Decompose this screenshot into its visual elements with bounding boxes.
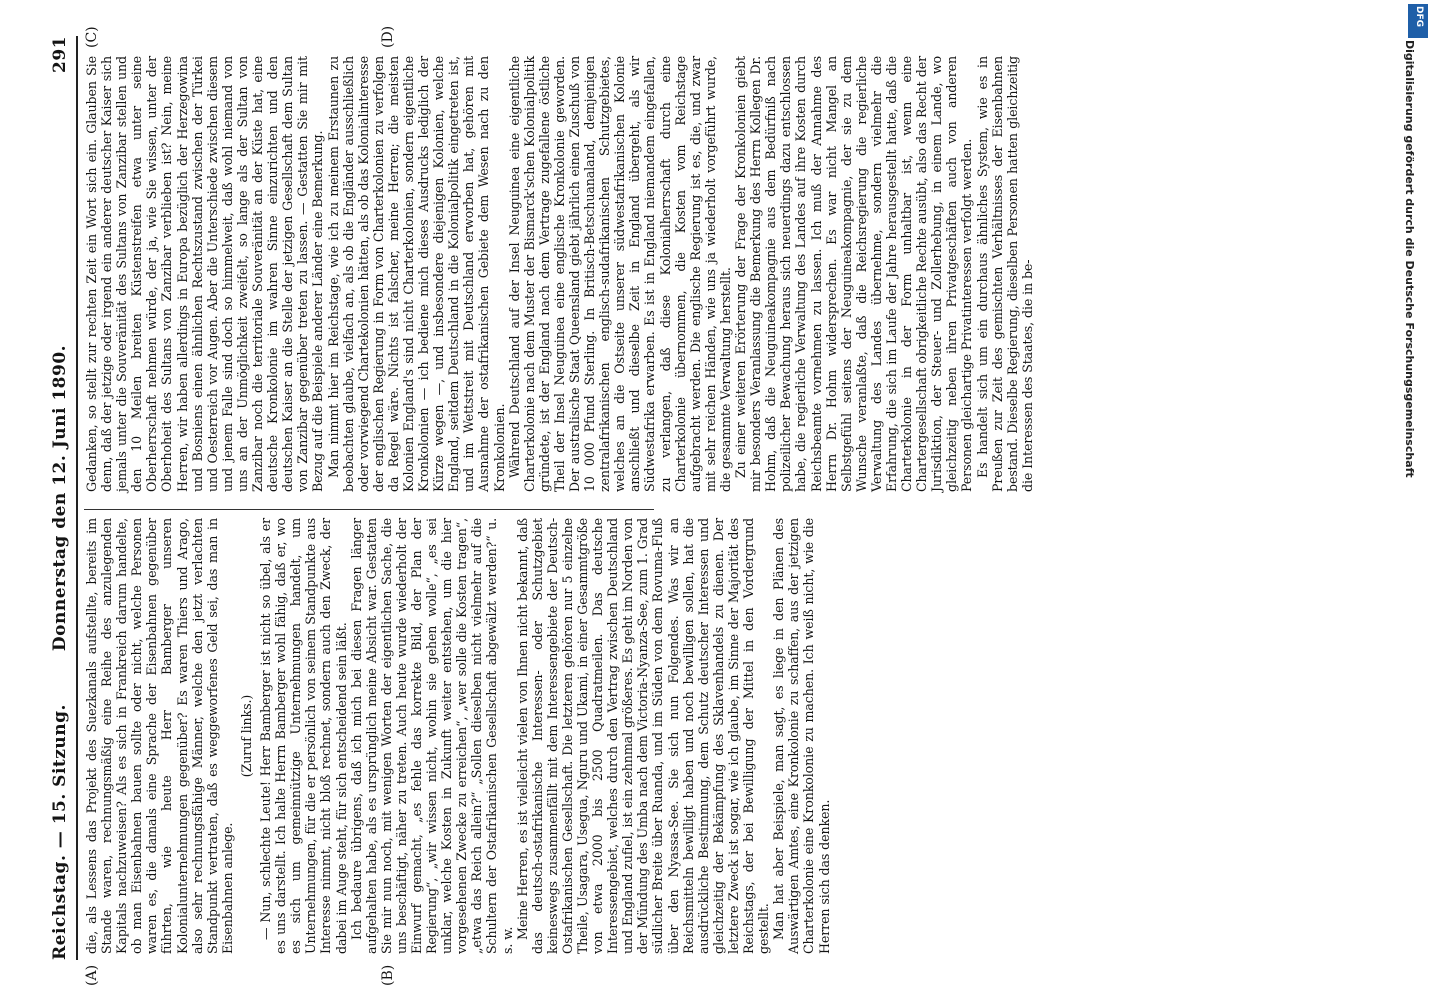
header-rule — [76, 36, 78, 960]
dfg-logo — [1408, 4, 1428, 38]
paragraph: Man hat aber Beispiele, man sagt, es liege in den Plänen des Auswärtigen Amtes, eine Kronkolonie zu schaffen, aus der jetzigen Charterkolonie eine Kronkolonie zu machen. Ich weiß nicht, wie die Herren sich das denken. — [771, 518, 832, 954]
paragraph: Meine Herren, es ist vielleicht vielen von Ihnen nicht bekannt, daß das deutsch-ostafrikanische Interessen- oder Schutzgebiet keineswegs zusammenfällt mit dem Interessengebiete der Deutsch-Ostafrikanischen Gesellschaft. Die letzteren gehören nur 5 einzelne Theile, Usagara, Usegua, Nguru und Ukami, in einer Gesammtgröße von etwa 2000 bis 2500 Quadratmeilen. Das deutsche Interessengebiet, welches durch den Vertrag zwischen Deutschland und England zufiel, ist ein zehnmal größeres. Es geht im Norden von der Mündung des Umba nach dem Victoria-Nyanza-See, zum 1. Grad südlicher Breite über Ruanda, und im Süden von dem Rovuma-Fluß über den Nyassa-See. Sie sich nun Folgendes. Was wir an Reichsmitteln bewilligt haben und noch bewilligen sollen, hat die ausdrückliche Bestimmung, dem Schutz deutscher Interessen und gleichzeitig der Bekämpfung des Sklavenhandels zu dienen. Der letztere Zweck ist sogar, wie ich glaube, im Sinne der Majorität des Reichstags, der bei Bewilligung der Mittel in den Vordergrund gestellt. — [514, 518, 772, 954]
column-divider — [84, 509, 654, 510]
margin-marker-a: (A) — [84, 964, 100, 986]
interjection: (Zuruf links.) — [238, 694, 254, 778]
left-text-column — [84, 518, 832, 954]
paragraph: — Nun, schlechte Leute! Herr Bamberger ist nicht so übel, als er es uns darstellt. Ich halte Herrn Bamberger wohl fähig, daß er, wo es sich um gemeinnützige Unternehmungen handelt, um Unternehmungen, für die er persönlich von seinem Standpunkte aus Interesse nimmt, nicht bloß rechnet, sondern auch den Zweck, der dabei im Auge steht, für sich entscheidend sein läßt. — [258, 518, 349, 954]
paragraph: die, als Lessens das Projekt des Suezkanals aufstellte, bereits im Stande waren, rechnungsmäßig eine Reihe des anzulegenden Kapitals nachzuweisen? Als es sich in Frankreich darum handelte, ob man Eisenbahnen bauen sollte oder nicht, welche Personen waren es, die damals eine Sprache der Eisenbahnen gegenüber führten, wie heute Herr Bamberger unseren Kolonialunternehmungen gegenüber? Es waren Thiers und Arago, also sehr rechnungsfähige Männer, welche den jetzt verlachten Standpunkt vertraten, daß es weggeworfenes Geld sei, das man in Eisenbahnen anlege. — [84, 518, 235, 954]
margin-marker-b: (B) — [380, 964, 396, 986]
paragraph: Gedanken, so stellt zur rechten Zeit ein Wort sich ein. Glauben Sie denn, daß der jetzige oder irgend ein anderer deutscher Kaiser sich jemals unter die Souveränität des Sultans von Zanzibar stellen und den 10 Meilen breiten Küstenstreifen etwa unter seine Oberherrschaft nehmen würde, der ja, wie Sie wissen, unter der Oberhoheit des Sultans von Zanzibar verblieben ist? Nein, meine Herren, wir haben allerdings in Europa bezüglich der Herzegowina und Bosniens einen ähnlichen Rechtszustand zwischen der Türkei und Oesterreich vor Augen. Aber die Unterschiede zwischen diesem und jenem Falle sind doch so himmelweit, daß wohl niemand von uns an der Unmöglichkeit zweifelt, so lange als der Sultan von Zanzibar noch die territoriale Souveränität an der Küste hat, eine deutsche Kronkolonie im wahren Sinne einzurichten und den deutschen Kaiser an die Stelle der jetzigen Gesellschaft dem Sultan von Zanzibar gegenüber treten zu lassen. — Gestatten Sie mir mit Bezug auf die Beispiele anderer Länder eine Bemerkung. — [84, 56, 326, 492]
right-text-column — [84, 56, 1035, 492]
paragraph: Man nimmt hier im Reichstage, wie ich zu meinem Erstaunen zu beobachten glaube, vielfach an, als ob die Engländer ausschließlich oder vorwiegend Chartekolonien hätten, als ob das Kolonialinteresse der englischen Regierung in Form von Charterkolonien zu verfolgen da Regel wäre. Nichts ist falscher, meine Herren; die meisten Kolonien England's sind nicht Charterkolonien, sondern eigentliche Kronkolonien — ich bediene mich dieses Ausdrucks lediglich der Kürze wegen —, und insbesondere diejenigen Kolonien, welche England, seitdem Deutschland in die Kolonialpolitik eingetreten ist, und im Wettstreit mit Deutschland erworben hat, gehören mit Ausnahme der ostafrikanischen Gebiete dem Wesen nach zu den Kronkolonien. — [325, 56, 507, 492]
page-number: 291 — [50, 36, 70, 73]
credit-text: Digitalisierung gefördert durch die Deutsche Forschungsgemeinschaft — [1403, 40, 1416, 478]
margin-marker-c: (C) — [84, 26, 100, 48]
margin-marker-d: (D) — [380, 25, 396, 48]
header-date: Donnerstag den 12. Juni 1890. — [50, 344, 70, 652]
paragraph: Es handelt sich um ein durchaus ähnliches System, wie es in Preußen zur Zeit des gemischten Verhältnisses der Eisenbahnen bestand. Dieselbe Regierung, dieselben Personen hatten gleichzeitig die Interessen des Staates, die in be- — [974, 56, 1035, 492]
page-header — [50, 36, 76, 960]
paragraph: Ich bedaure übrigens, daß ich mich bei diesen Fragen länger aufgehalten habe, als es ursprünglich meine Absicht war. Gestatten Sie mir nun noch, mit wenigen Worten der eigentlichen Sache, die uns beschäftigt, näher zu treten. Auch heute wurde wiederholt der Einwurf gemacht, „es fehle das korrekte Bild, der Plan der Regierung“, „wir wissen nicht, wohin sie gehen wolle“, „es sei unklar, welche Kosten in Zukunft weiter entstehen, um die hier vorgesehenen Zwecke zu erreichen“, „wer solle die Kosten tragen“, „etwa das Reich allein?“ „Sollen dieselben nicht vielmehr auf die Schultern der Ostafrikanischen Gesellschaft abgewälzt werden?“ u. s. w. — [348, 518, 515, 954]
paragraph: Während Deutschland auf der Insel Neuguinea eine eigentliche Charterkolonie nach dem Muster der Bismarck'schen Kolonialpolitik gründete, ist der England nach dem Vertrage zugefallene östliche Theil der Insel Neuguinea eine englische Kronkolonie geworden. Der australische Staat Queensland giebt jährlich einen Zuschuß von 10 000 Pfund Sterling. In Britisch-Betschuanaland, demjenigen zentralafrikanischen englisch-sudafrikanischen Schutzgebietes, welches an die Ostseite unserer südwestafrikanischen Kolonie anschließt und dieselbe Zeit in England übergeht, als wir Südwestafrika erwarben. Es ist in England niemandem eingefallen, zu verlangen, daß diese Kolonialherrschaft durch eine Charterkolonie übernommen, die Kosten vom Reichstage aufgebracht werden. Die englische Regierung ist es, die, und zwar mit sehr reichen Händen, wie uns ja wiederholt vorgeführt wurde, die gesammte Verwaltung herstellt. — [506, 56, 733, 492]
paragraph: Zu einer weiteren Erörterung der Frage der Kronkolonien giebt mir besonders Veranlassung die Bemerkung des Herrn Kollegen Dr. Hohm, daß die Neuguineakompagnie aus dem Bedürfniß nach polizeilicher Bewachung heraus sich neuerdings dazu entschlossen habe, die regierliche Verwaltung des Landes auf ihre Kosten durch Reichsbeamte vornehmen zu lassen. Ich muß der Annahme des Herrn Dr. Hohm widersprechen. Es war nicht Mangel an Selbstgefühl seitens der Neuguineakompagnie, der sie zu dem Wunsche veranlaßte, daß die Reichsregierung die regierliche Verwaltung des Landes übernehme, sondern vielmehr die Erfahrung, die sich im Laufe der Jahre herausgestellt hatte, daß die Charterkolonie in der Form unhaltbar ist, wenn eine Chartergesellschaft obrigkeitliche Rechte ausübt, also das Recht der Jurisdiktion, der Steuer- und Zollerhebung, in einem Lande, wo gleichzeitig neben ihren Privatgeschäften auch von anderen Personen gleichartige Privatinteressen verfolgt werden. — [733, 56, 975, 492]
dfg-logo-text: DFG — [1414, 6, 1424, 28]
header-session: Reichstag. — 15. Sitzung. — [50, 704, 70, 960]
